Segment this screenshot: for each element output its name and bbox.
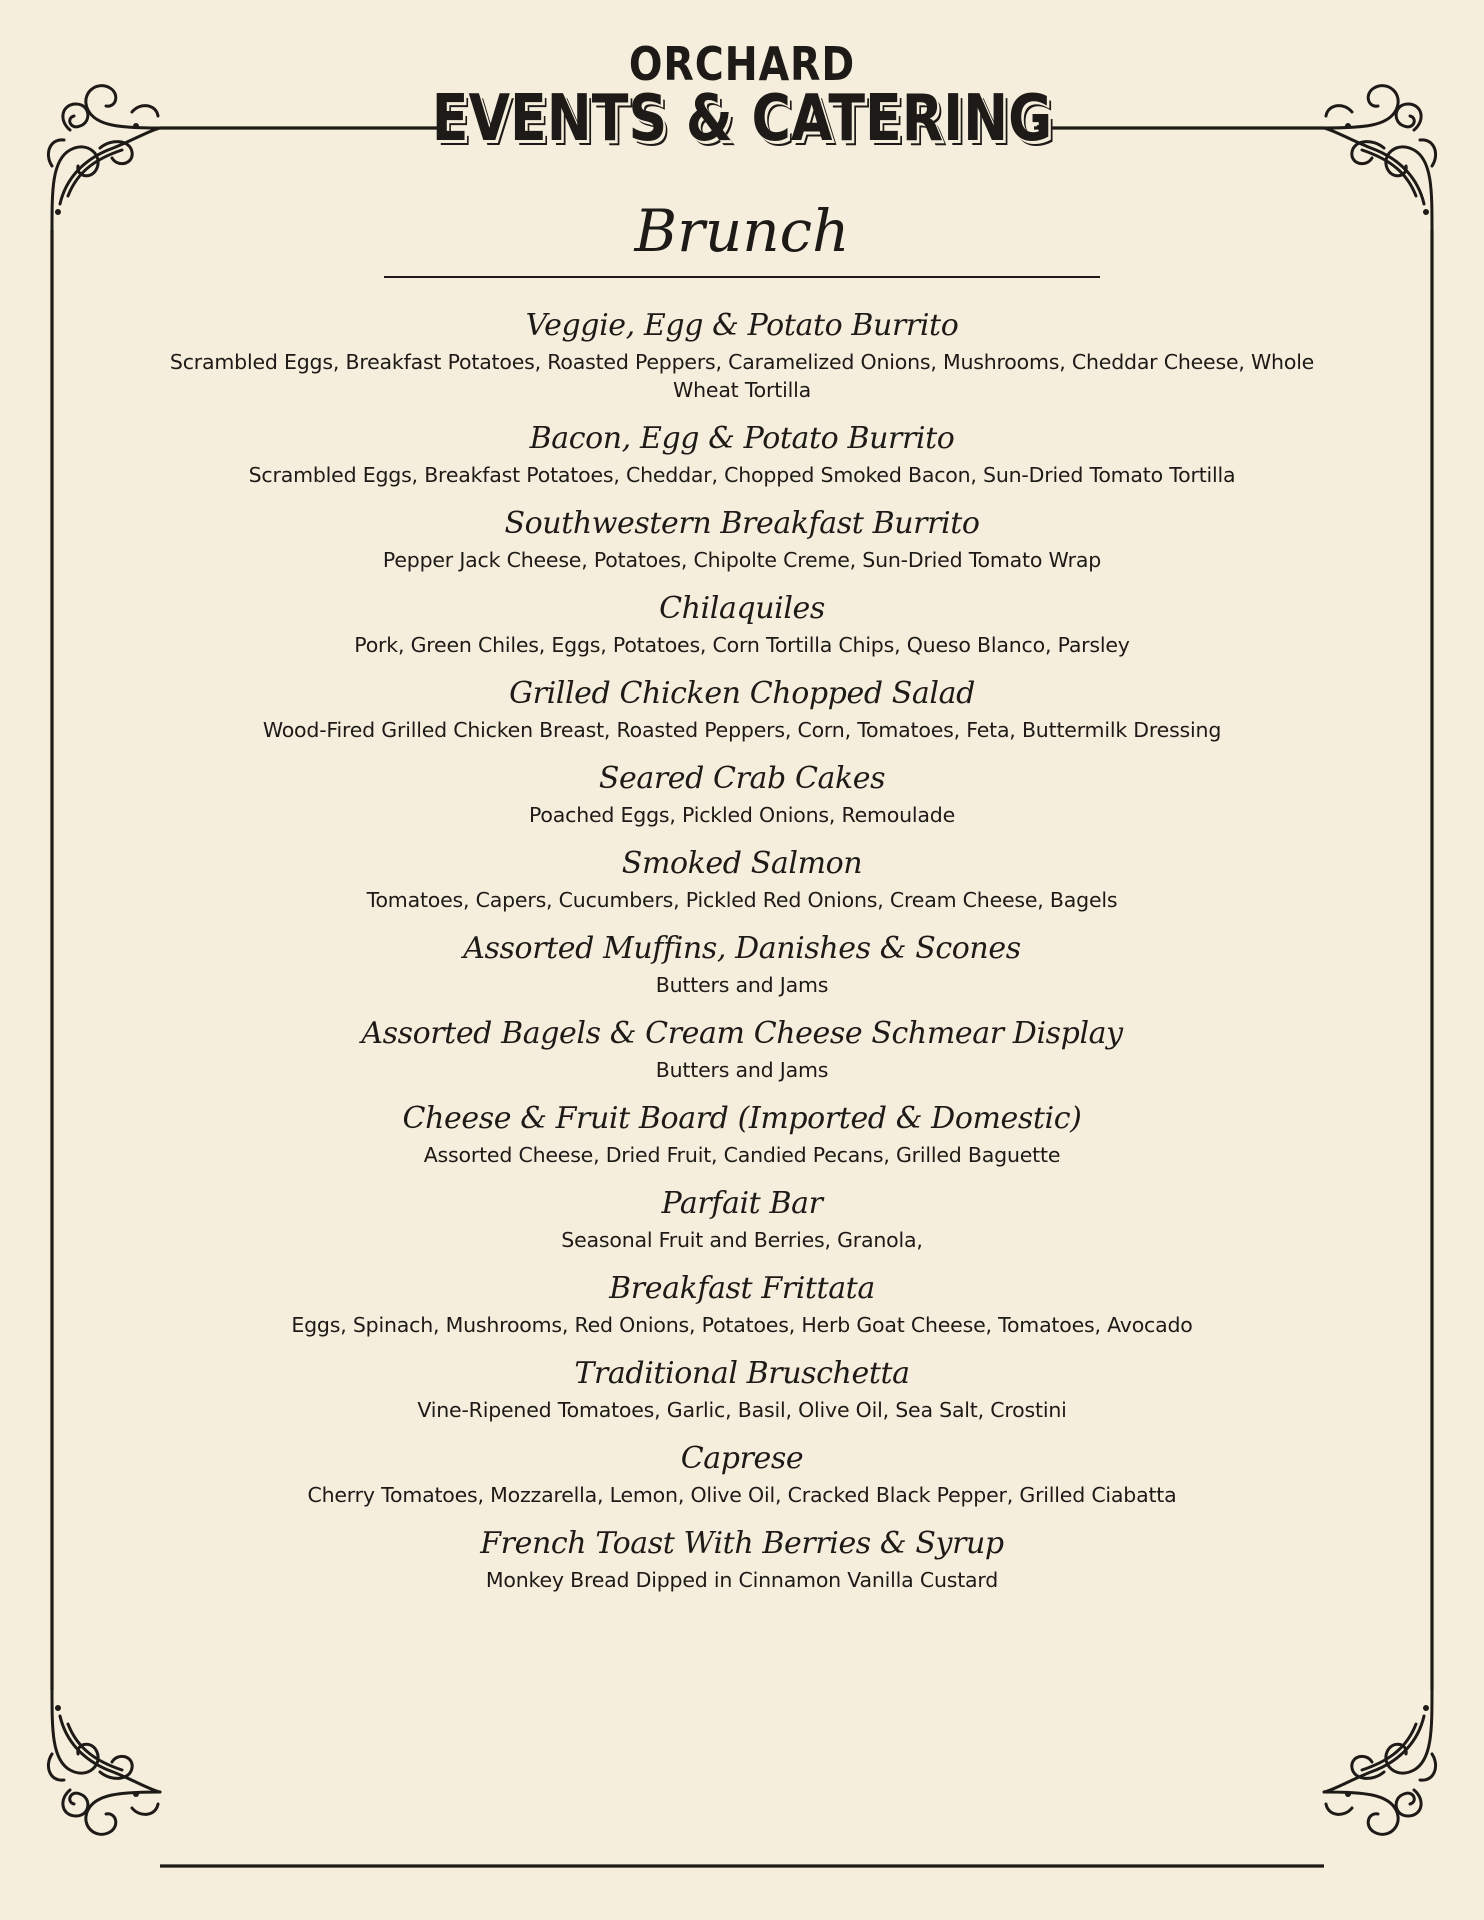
menu-item-description: Cherry Tomatoes, Mozzarella, Lemon, Olive Oil, Cracked Black Pepper, Grilled Ciabatta — [307, 1483, 1177, 1507]
menu-item-name: Veggie, Egg & Potato Burrito — [525, 308, 959, 343]
menu-item-name: Smoked Salmon — [621, 846, 863, 881]
title-divider — [384, 276, 1100, 278]
menu-item — [150, 927, 1334, 999]
menu-item — [150, 1352, 1334, 1424]
menu-item-name: Southwestern Breakfast Burrito — [504, 506, 980, 541]
menu-item-name: Parfait Bar — [661, 1186, 823, 1221]
menu-item — [150, 1437, 1334, 1509]
menu-item-description: Seasonal Fruit and Berries, Granola, — [561, 1228, 923, 1252]
menu-item-description: Scrambled Eggs, Breakfast Potatoes, Cheddar, Chopped Smoked Bacon, Sun-Dried Tomato Tortilla — [248, 463, 1236, 487]
menu-item-name: Seared Crab Cakes — [598, 761, 886, 796]
menu-item-description: Butters and Jams — [655, 973, 829, 997]
menu-item-name: French Toast With Berries & Syrup — [480, 1526, 1004, 1561]
section-title: Brunch — [634, 197, 850, 265]
menu-item-description: Pork, Green Chiles, Eggs, Potatoes, Corn Tortilla Chips, Queso Blanco, Parsley — [354, 633, 1130, 657]
menu-item-name: Bacon, Egg & Potato Burrito — [529, 421, 955, 456]
menu-item-name: Assorted Bagels & Cream Cheese Schmear Display — [361, 1016, 1123, 1051]
menu-item — [150, 587, 1334, 659]
menu-item-name: Chilaquiles — [659, 591, 825, 626]
logo-orchard-text: ORCHARD — [628, 37, 856, 91]
menu-item-description: Assorted Cheese, Dried Fruit, Candied Pecans, Grilled Baguette — [423, 1143, 1061, 1167]
menu-item-description: Butters and Jams — [655, 1058, 829, 1082]
menu-item — [150, 1522, 1334, 1594]
menu-item — [150, 304, 1334, 404]
menu-item-name: Breakfast Frittata — [609, 1271, 875, 1306]
logo-events-catering-text: EVENTS & CATERING — [431, 82, 1053, 156]
menu-item — [150, 1182, 1334, 1254]
menu-item-description: Tomatoes, Capers, Cucumbers, Pickled Red Onions, Cream Cheese, Bagels — [366, 888, 1118, 912]
menu-item-name: Caprese — [680, 1441, 804, 1476]
menu-item — [150, 502, 1334, 574]
menu-item — [150, 417, 1334, 489]
menu-item — [150, 842, 1334, 914]
menu-item — [150, 1267, 1334, 1339]
menu-item-description: Vine-Ripened Tomatoes, Garlic, Basil, Olive Oil, Sea Salt, Crostini — [417, 1398, 1067, 1422]
menu-list — [150, 304, 1334, 1607]
menu-item-description: Monkey Bread Dipped in Cinnamon Vanilla Custard — [485, 1568, 999, 1592]
menu-item-description: Eggs, Spinach, Mushrooms, Red Onions, Potatoes, Herb Goat Cheese, Tomatoes, Avocado — [291, 1313, 1193, 1337]
menu-item — [150, 1097, 1334, 1169]
brand-logo — [0, 37, 1484, 156]
menu-item-description: Wood-Fired Grilled Chicken Breast, Roasted Peppers, Corn, Tomatoes, Feta, Buttermilk Dressing — [262, 718, 1222, 742]
menu-item — [150, 672, 1334, 744]
menu-item-description: Poached Eggs, Pickled Onions, Remoulade — [528, 803, 955, 827]
menu-item-name: Cheese & Fruit Board (Imported & Domestic) — [402, 1101, 1082, 1136]
menu-item-description: Scrambled Eggs, Breakfast Potatoes, Roasted Peppers, Caramelized Onions, Mushrooms, Cheddar Cheese, Whole Wheat Tortilla — [169, 350, 1315, 402]
menu-item — [150, 1012, 1334, 1084]
menu-item-name: Assorted Muffins, Danishes & Scones — [463, 931, 1021, 966]
menu-item-description: Pepper Jack Cheese, Potatoes, Chipolte Creme, Sun-Dried Tomato Wrap — [382, 548, 1102, 572]
menu-item-name: Grilled Chicken Chopped Salad — [509, 676, 975, 711]
menu-item — [150, 757, 1334, 829]
menu-item-name: Traditional Bruschetta — [574, 1356, 910, 1391]
